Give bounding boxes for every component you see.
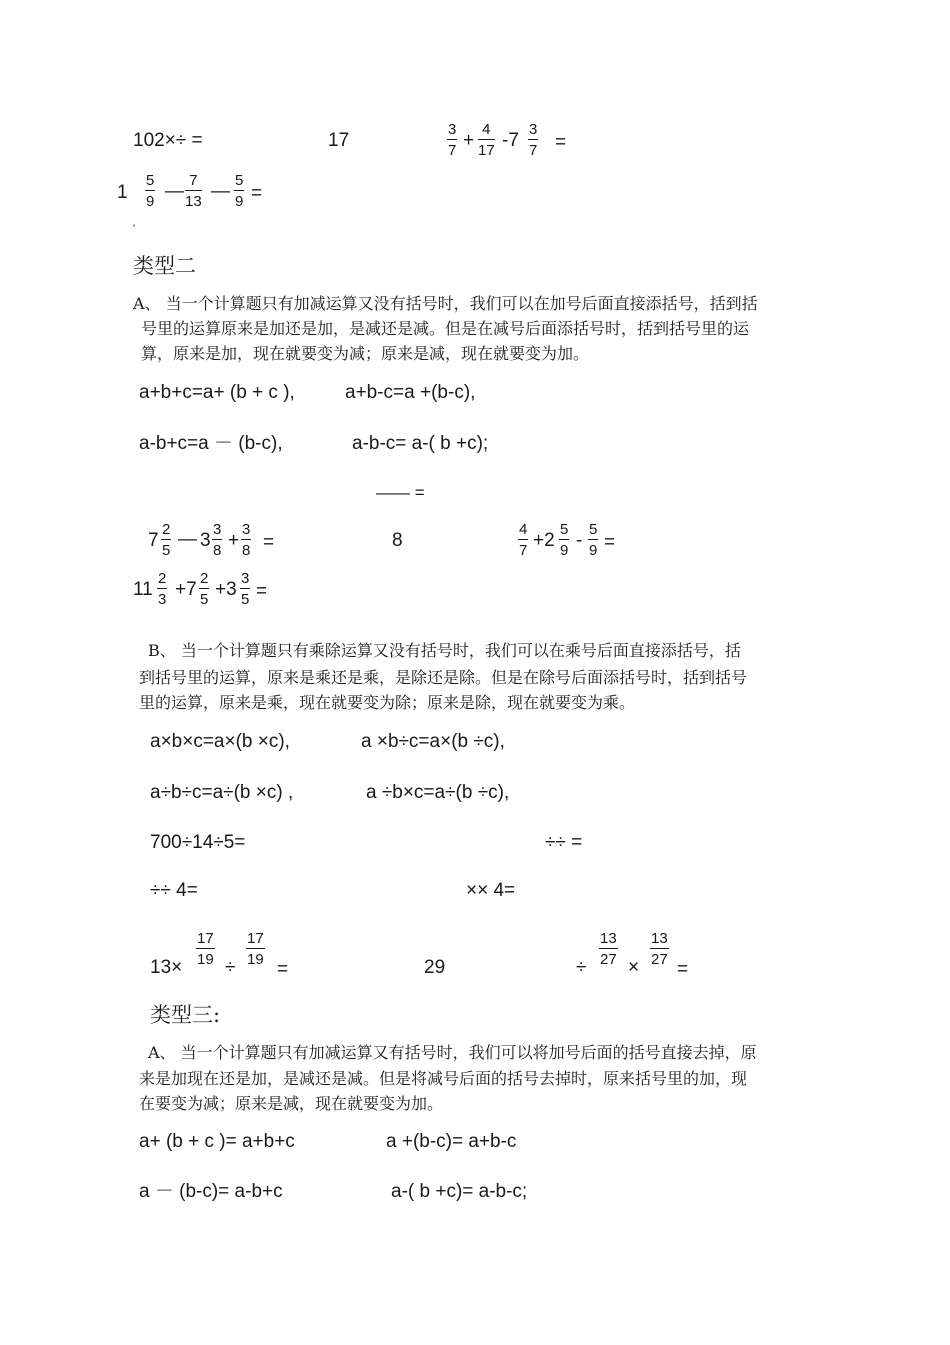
fraction: $\frac{4}{7}$ — [519, 521, 528, 559]
paragraph-line: 号里的运算原来是加还是加，是减还是减。但是在减号后面添括号时，括到括号里的运 — [141, 319, 750, 338]
operator: -7 — [502, 130, 519, 151]
equals: = — [277, 959, 289, 980]
operator: + — [228, 530, 240, 551]
fraction: $\frac{2}{5}$ — [162, 521, 171, 559]
equals: = — [263, 532, 275, 553]
exercise-lead: 13× — [150, 957, 183, 978]
operator: — — [165, 181, 184, 202]
formula: a+ (b + c )= a+b+c — [139, 1131, 295, 1152]
operator: +7 — [175, 579, 197, 600]
operator: — — [211, 181, 230, 202]
paragraph-line: A、 当一个计算题只有加减运算又没有括号时，我们可以在加号后面直接添括号，括到括 — [133, 294, 758, 313]
operator: ÷ — [225, 957, 236, 978]
formula: a+b-c=a +(b-c), — [345, 382, 476, 403]
fraction: $\frac{5}{9}$ — [235, 172, 244, 210]
equals: = — [256, 581, 268, 602]
expression-102: 102×÷ = — [133, 130, 203, 151]
fraction: $\frac{3}{5}$ — [241, 570, 250, 608]
fraction: $\frac{3}{7}$ — [529, 121, 538, 159]
fraction: $\frac{3}{8}$ — [242, 521, 251, 559]
fraction: $\frac{3}{7}$ — [448, 121, 457, 159]
section-heading-type2: 类型二 — [133, 254, 196, 278]
formula: a ×b÷c=a×(b ÷c), — [361, 731, 505, 752]
equals: = — [251, 183, 263, 204]
operator: + — [463, 130, 475, 151]
formula: a-( b +c)= a-b-c; — [391, 1181, 528, 1202]
paragraph-line: 里的运算，原来是乘，现在就要变为除；原来是除，现在就要变为乘。 — [139, 693, 636, 712]
fraction: $\frac{17}{19}$ — [197, 930, 214, 968]
operator: +3 — [215, 579, 237, 600]
equals: = — [604, 532, 616, 553]
fraction: $\frac{7}{13}$ — [185, 172, 202, 210]
value-29: 29 — [424, 957, 446, 978]
exercise-lead: ÷ — [576, 957, 587, 978]
mark: ' — [133, 223, 136, 235]
operator: — — [178, 529, 197, 550]
fraction: $\frac{3}{8}$ — [213, 521, 222, 559]
fraction: $\frac{4}{17}$ — [478, 121, 495, 159]
section-heading-type3: 类型三: — [150, 1003, 221, 1027]
paragraph-line: 来是加现在还是加，是减还是减。但是将减号后面的括号去掉时，原来括号里的加，现 — [139, 1069, 748, 1088]
formula: a×b×c=a×(b ×c), — [150, 731, 290, 752]
equals: = — [677, 959, 689, 980]
formula: a+b+c=a+ (b + c ), — [139, 382, 295, 403]
formula: a-b+c=a － (b-c), — [139, 433, 283, 454]
paragraph-line: 算，原来是加，现在就要变为减；原来是减，现在就要变为加。 — [141, 344, 590, 363]
formula: a ÷b×c=a÷(b ÷c), — [366, 782, 510, 803]
equals: = — [555, 132, 567, 153]
exercise: —— = — [376, 483, 425, 502]
paragraph-line: 在要变为减；原来是减，现在就要变为加。 — [139, 1094, 444, 1113]
formula: a － (b-c)= a-b+c — [139, 1181, 283, 1202]
paragraph-line: B、 当一个计算题只有乘除运算又没有括号时，我们可以在乘号后面直接添括号，括 — [148, 641, 741, 660]
whole-number: 3 — [200, 530, 211, 551]
exercise: 700÷14÷5= — [150, 832, 246, 853]
formula: a-b-c= a-( b +c); — [352, 433, 489, 454]
fraction: $\frac{2}{5}$ — [200, 570, 209, 608]
operator: +2 — [533, 530, 555, 551]
exercise: ÷÷ = — [545, 832, 583, 853]
paragraph-line: 到括号里的运算，原来是乘还是乘，是除还是除。但是在除号后面添括号时，括到括号 — [139, 668, 748, 687]
fraction: $\frac{5}{9}$ — [146, 172, 155, 210]
value-17: 17 — [328, 130, 350, 151]
value-8: 8 — [392, 530, 403, 551]
fraction: $\frac{17}{19}$ — [247, 930, 264, 968]
formula: a +(b-c)= a+b-c — [386, 1131, 517, 1152]
operator: × — [628, 957, 640, 978]
lead-number: 1 — [117, 182, 128, 203]
paragraph-line: A、 当一个计算题只有加减运算又有括号时，我们可以将加号后面的括号直接去掉，原 — [148, 1043, 757, 1062]
fraction: $\frac{2}{3}$ — [158, 570, 167, 608]
exercise: ×× 4= — [466, 880, 516, 901]
operator: - — [576, 530, 583, 551]
fraction: $\frac{13}{27}$ — [651, 930, 668, 968]
whole-number: 11 — [133, 579, 153, 600]
whole-number: 7 — [148, 530, 159, 551]
exercise: ÷÷ 4= — [150, 880, 198, 901]
fraction: $\frac{5}{9}$ — [589, 521, 598, 559]
fraction: $\frac{5}{9}$ — [560, 521, 569, 559]
fraction: $\frac{13}{27}$ — [600, 930, 617, 968]
formula: a÷b÷c=a÷(b ×c) , — [150, 782, 294, 803]
